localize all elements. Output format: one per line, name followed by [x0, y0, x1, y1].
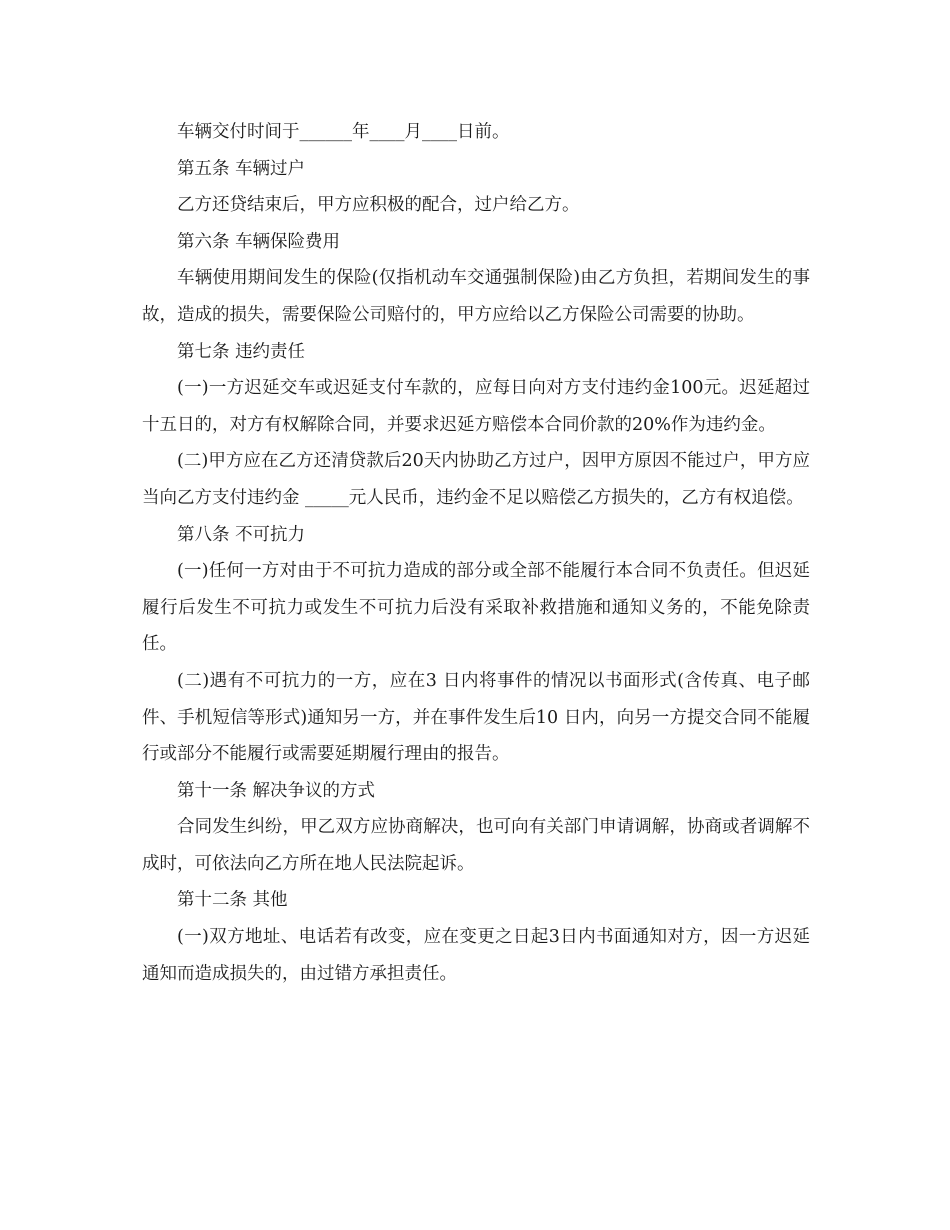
article-7-clause-2: (二)甲方应在乙方还清贷款后20天内协助乙方过户，因甲方原因不能过户，甲方应当向乙方支付违约金 _____元人民币，违约金不足以赔偿乙方损失的，乙方有权追偿。 — [142, 451, 810, 508]
article-8-clause-1: (一)任何一方对由于不可抗力造成的部分或全部不能履行本合同不负责任。但迟延履行后发生不可抗力或发生不可抗力后没有采取补救措施和通知义务的，不能免除责任。 — [142, 561, 810, 655]
article-12-clause-1: (一)双方地址、电话若有改变，应在变更之日起3日内书面通知对方，因一方迟延通知而造成损失的，由过错方承担责任。 — [142, 927, 810, 984]
article-11-heading: 第十一条 解决争议的方式 — [177, 780, 376, 801]
document-body — [142, 114, 810, 992]
article-12-heading: 第十二条 其他 — [177, 890, 288, 911]
article-5-heading: 第五条 车辆过户 — [177, 158, 306, 179]
article-7-heading: 第七条 违约责任 — [177, 341, 306, 362]
article-6-heading: 第六条 车辆保险费用 — [177, 231, 341, 252]
article-11-text: 合同发生纠纷，甲乙双方应协商解决，也可向有关部门申请调解，协商或者调解不成时，可依法向乙方所在地人民法院起诉。 — [142, 817, 810, 874]
article-7-clause-1: (一)一方迟延交车或迟延支付车款的，应每日向对方支付违约金100元。迟延超过十五日的，对方有权解除合同，并要求迟延方赔偿本合同价款的20%作为违约金。 — [142, 378, 810, 435]
article-6-text: 车辆使用期间发生的保险(仅指机动车交通强制保险)由乙方负担，若期间发生的事故，造成的损失，需要保险公司赔付的，甲方应给以乙方保险公司需要的协助。 — [142, 268, 810, 325]
article-8-heading: 第八条 不可抗力 — [177, 524, 306, 545]
article-5-text: 乙方还贷结束后，甲方应积极的配合，过户给乙方。 — [177, 195, 580, 216]
article-8-clause-2: (二)遇有不可抗力的一方，应在3 日内将事件的情况以书面形式(含传真、电子邮件、手机短信等形式)通知另一方，并在事件发生后10 日内，向另一方提交合同不能履行或部分不能履行或需要延期履行理由的报告。 — [142, 670, 810, 765]
delivery-time-line: 车辆交付时间于______年____月____日前。 — [177, 122, 510, 142]
